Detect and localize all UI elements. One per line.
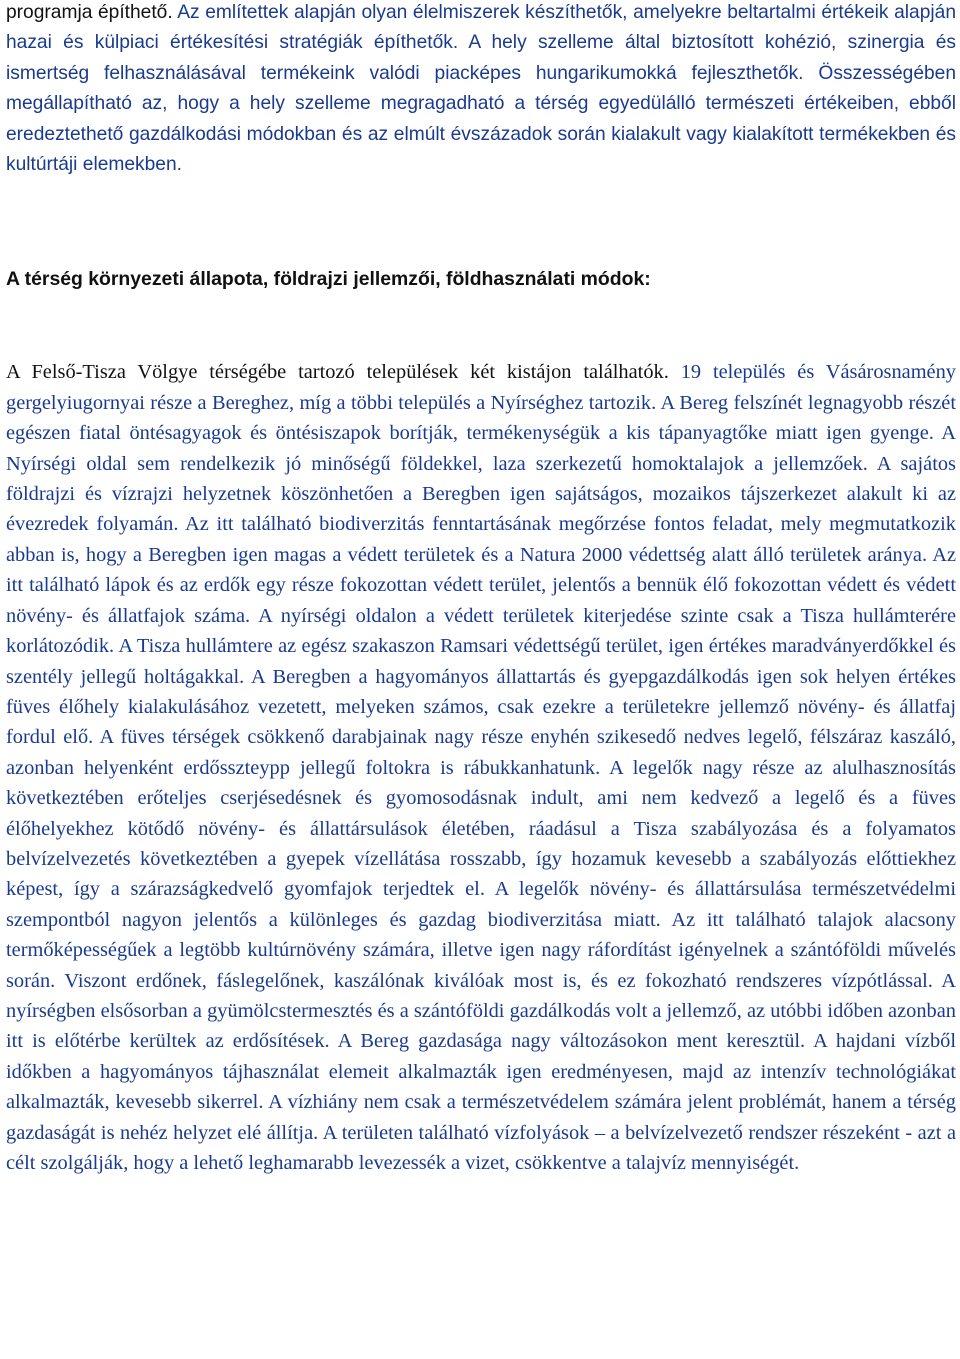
body-sentence: 19 település és Vásárosnamény gergelyiugornyai része a Bereghez, míg a többi település a Nyírséghez tartozik. — [6, 361, 956, 414]
body-sentence: Viszont erdőnek, fáslegelőnek, kaszálónak kiválóak most is, és ez fokozható rendszeres vízpótlással. — [64, 969, 942, 992]
body-sentence: Az itt található lápok és az erdők egy része fokozottan védett terület, jelentős a bennük élő fokozottan védett és védett növény- és állatfajok száma. — [6, 543, 956, 627]
section-body-paragraph — [6, 357, 956, 1178]
body-sentence: A legelők nagy része az alulhasznosítás következtében erőteljes cserjésedésnek és gyomosodásnak indult, ami nem kedvező a legelő és a füves élőhelyekhez kötődő növény- és állattársulások életében, ráadásul a Tisza szabályozása és a folyamatos belvízelvezetés következtében a gyepek vízellátása rosszabb, így hozamuk kevesebb a szabályozás előttiekhez képest, így a szárazságkedvelő gyomfajok terjedtek el. — [6, 756, 956, 901]
body-sentence: A Bereg felszínét legnagyobb részét egészen fiatal öntésagyagok és öntésiszapok borítják, termékenységük a kis tápanyagtőke miatt igen gyenge. — [6, 391, 956, 445]
intro-paragraph — [6, 0, 956, 180]
body-sentence: A füves térségek csökkenő darabjainak nagy része enyhén szikesedő nedves legelő, félszáraz kaszáló, azonban helyenként erdősszteypp jellegű foltokra is rábukkanhatunk. — [6, 726, 956, 779]
body-sentence: A Nyírségi oldal sem rendelkezik jó minőségű földekkel, laza szerkezetű homoktalajok a jellemzőek. — [6, 422, 956, 475]
intro-sentence-3: A hely szelleme által biztosított kohézió, szinergia és ismertség felhasználásával termékeink valódi piacképes hungarikumokká fejleszthetők. — [6, 32, 956, 84]
body-sentence: A legelők növény- és állattársulása természetvédelmi szempontból nagyon jelentős a különleges és gazdag biodiverzitása miatt. — [6, 878, 956, 931]
body-sentence: A nyírségi oldalon a védett területek kiterjedése szinte csak a Tisza hullámterére korlátozódik. — [6, 604, 957, 658]
document-page — [6, 0, 956, 1178]
intro-sentence-4: Összességében megállapítható az, hogy a hely szelleme megragadható a térség egyedülálló természeti értékeiben, ebből eredeztethető gazdálkodási módokban és az elmúlt évszázadok során kialakult vagy kialakított termékekben és kultúrtáji elemekben. — [6, 62, 956, 176]
body-sentence: A vízhiány nem csak a természetvédelem számára jelent problémát, hanem a térség gazdaságát is nehéz helyzet elé állítja. — [6, 1091, 956, 1144]
body-sentence: A sajátos földrajzi és vízrajzi helyzetnek köszönhetően a Beregben igen sajátságos, mozaikos tájszerkezet alakult ki az évezredek folyamán. — [6, 452, 956, 536]
body-sentence: A hajdani vízből időkben a hagyományos tájhasználat elemeit alkalmazták igen eredményesen, majd az intenzív technológiákat alkalmazták, kevesebb sikerrel. — [6, 1030, 957, 1114]
body-sentence: A Felső-Tisza Völgye térségébe tartozó települések két kistájon találhatók. — [6, 361, 681, 384]
body-sentence: A Beregben a hagyományos állattartás és gyepgazdálkodás igen sok helyen értékes füves élőhely kialakulásához vezetett, melyeken számos, csak ezekre a területekre jellemző növény- és állatfaj fordul elő. — [6, 665, 956, 749]
body-sentence: A Bereg gazdasága nagy változásokon ment keresztül. — [337, 1030, 814, 1053]
section-heading: A térség környezeti állapota, földrajzi jellemzői, földhasználati módok: — [6, 268, 651, 291]
body-sentence: Az itt található biodiverzitás fenntartásának megőrzése fontos feladat, mely megmutatkozik abban is, hogy a Beregben igen magas a védett területek és a Natura 2000 védettség alatt álló területek aránya. — [6, 513, 956, 566]
body-sentence: A területen található vízfolyások – a belvízelvezető rendszer részeként - azt a célt szolgálják, hogy a lehető leghamarabb levezessék a vizet, csökkentve a talajvíz mennyiségét. — [6, 1121, 956, 1174]
body-sentence: Az itt található talajok alacsony termőképességűek a legtöbb kultúrnövény számára, illetve igen nagy ráfordítást igényelnek a szántóföldi művelés során. — [6, 908, 956, 992]
body-sentence: A Tisza hullámtere az egész szakaszon Ramsari védettségű terület, igen értékes maradványerdőkkel és szentély jellegű holtágakkal. — [6, 635, 956, 688]
body-sentence: A nyírségben elsősorban a gyümölcstermesztés és a szántóföldi gazdálkodás volt a jellemző, az utóbbi időben azonban itt is előtérbe kerültek az erdősítések. — [6, 969, 956, 1053]
intro-sentence-2: Az említettek alapján olyan élelmiszerek készíthetők, amelyekre beltartalmi értékeik alapján hazai és külpiaci értékesítési stratégiák építhetők. — [6, 2, 956, 54]
intro-sentence-1: programja építhető. — [6, 2, 178, 23]
